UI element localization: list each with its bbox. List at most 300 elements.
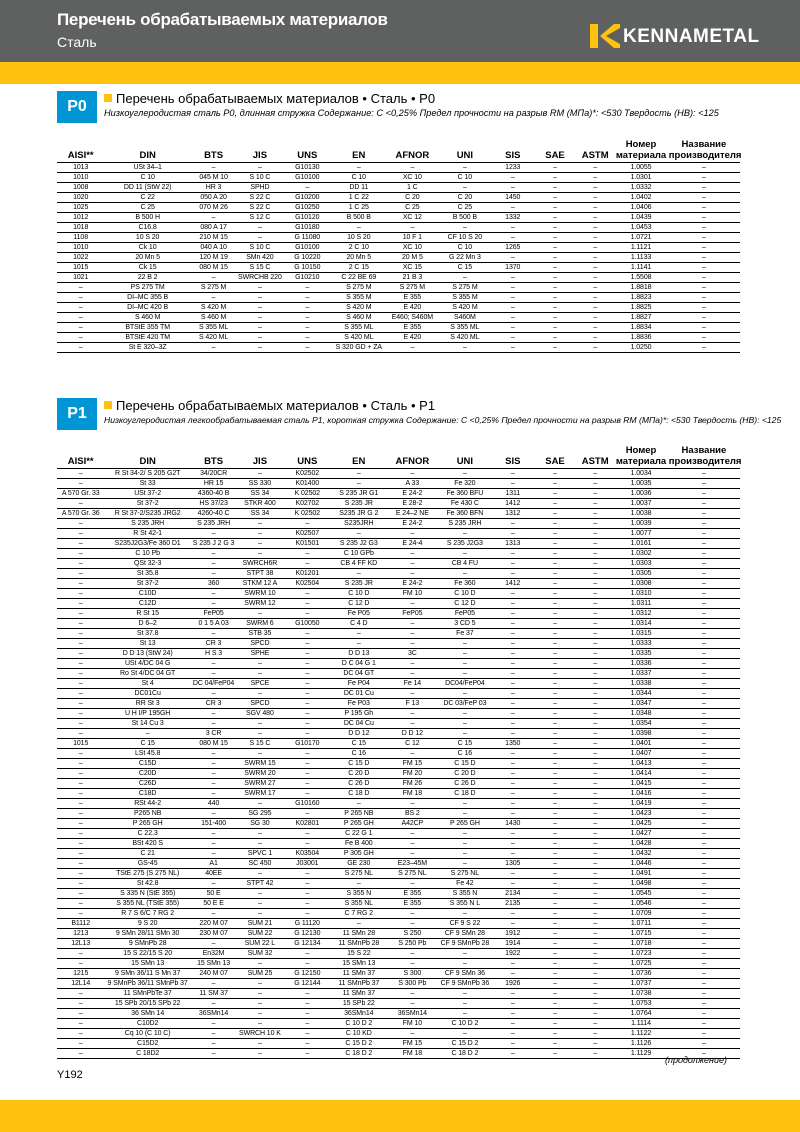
- col-uni-cell: –: [438, 858, 492, 868]
- table-row: [57, 1048, 740, 1058]
- col-bts-cell: –: [191, 598, 236, 608]
- header-col-din: DIN: [104, 136, 191, 162]
- col-sae-cell: –: [534, 302, 576, 312]
- col-astm-cell: –: [576, 172, 614, 182]
- table-row: [57, 292, 740, 302]
- col-uns-cell: K 02502: [284, 488, 331, 498]
- col-uni-cell: S 275 M: [438, 282, 492, 292]
- col-afnor-cell: S 300: [387, 968, 439, 978]
- col-en-cell: S 420 M: [331, 302, 387, 312]
- table-row: [57, 252, 740, 262]
- col-material-number-cell: 1.0407: [614, 748, 668, 758]
- col-manufacturer-cell: –: [668, 528, 740, 538]
- table-row: [57, 888, 740, 898]
- col-bts-cell: S 275 M: [191, 282, 236, 292]
- col-sis-cell: –: [492, 968, 534, 978]
- col-astm-cell: –: [576, 848, 614, 858]
- col-aisi-cell: –: [57, 658, 104, 668]
- col-din-cell: 15 SPb 20/15 SPb 22: [104, 998, 191, 1008]
- col-manufacturer-cell: –: [668, 598, 740, 608]
- col-sae-cell: –: [534, 868, 576, 878]
- col-din-cell: St E 320–3Z: [104, 342, 191, 352]
- col-astm-cell: –: [576, 242, 614, 252]
- col-material-number-cell: 1.0354: [614, 718, 668, 728]
- col-uns-cell: –: [284, 558, 331, 568]
- col-uns-cell: –: [284, 658, 331, 668]
- col-bts-cell: 50 E E: [191, 898, 236, 908]
- col-sis-cell: –: [492, 312, 534, 322]
- table-row: [57, 988, 740, 998]
- col-afnor-cell: –: [387, 568, 439, 578]
- col-din-cell: PS 275 TM: [104, 282, 191, 292]
- col-aisi-cell: –: [57, 312, 104, 322]
- col-sae-cell: –: [534, 758, 576, 768]
- col-uni-cell: –: [438, 688, 492, 698]
- col-en-cell: S 355 M: [331, 292, 387, 302]
- col-manufacturer-cell: –: [668, 918, 740, 928]
- col-din-cell: St 37-2: [104, 578, 191, 588]
- col-astm-cell: –: [576, 1018, 614, 1028]
- col-jis-cell: SWRCHB 220: [238, 273, 282, 281]
- col-material-number-cell: 1.1141: [614, 262, 668, 272]
- col-din-cell: R St 15: [104, 608, 191, 618]
- col-din-cell: 22 B 2: [104, 272, 191, 282]
- col-aisi-cell: –: [57, 648, 104, 658]
- col-aisi-cell: –: [57, 728, 104, 738]
- col-aisi-cell: –: [57, 948, 104, 958]
- col-astm-cell: –: [576, 658, 614, 668]
- col-jis-cell: S 15 C: [236, 738, 283, 748]
- col-aisi-cell: –: [57, 708, 104, 718]
- col-sae-cell: –: [534, 498, 576, 508]
- col-aisi-cell: B1112: [57, 918, 104, 928]
- col-uns-cell: G10160: [284, 798, 331, 808]
- col-uns-cell: K 02502: [284, 508, 331, 518]
- col-sis-cell: –: [492, 728, 534, 738]
- col-aisi-cell: 1015: [57, 262, 104, 272]
- col-astm-cell: –: [576, 638, 614, 648]
- col-bts-cell: –: [191, 1048, 236, 1058]
- col-astm-cell: –: [576, 302, 614, 312]
- col-uns-cell: G10200: [284, 192, 331, 202]
- col-aisi-cell: –: [57, 698, 104, 708]
- header-col-jis: JIS: [236, 136, 283, 162]
- table-row: [57, 798, 740, 808]
- col-manufacturer-cell: –: [668, 688, 740, 698]
- col-afnor-cell: E 355: [387, 322, 439, 332]
- header-col-astm: ASTM: [576, 136, 614, 162]
- col-afnor-cell: –: [387, 468, 439, 478]
- col-bts-cell: –: [191, 558, 236, 568]
- col-uns-cell: G 11120: [284, 918, 331, 928]
- col-jis-cell: SUM 22: [236, 928, 283, 938]
- col-uni-cell: C 18 D: [438, 788, 492, 798]
- bullet-square-icon: [104, 401, 112, 409]
- table-row: [57, 568, 740, 578]
- col-sis-cell: –: [492, 252, 534, 262]
- header-col-en: EN: [331, 136, 387, 162]
- col-bts-cell: –: [191, 908, 236, 918]
- col-aisi-cell: –: [57, 808, 104, 818]
- col-aisi-cell: –: [57, 718, 104, 728]
- col-jis-cell: –: [236, 898, 283, 908]
- col-jis-cell: –: [236, 222, 283, 232]
- col-din-cell: St 42.8: [104, 878, 191, 888]
- col-afnor-cell: XC 15: [387, 262, 439, 272]
- col-astm-cell: –: [576, 558, 614, 568]
- col-bts-cell: 045 M 10: [191, 172, 236, 182]
- col-material-number-cell: 1.0723: [614, 948, 668, 958]
- col-material-number-cell: 1.8836: [614, 332, 668, 342]
- col-bts-cell: –: [191, 788, 236, 798]
- col-material-number-cell: 1.1126: [614, 1038, 668, 1048]
- col-material-number-cell: 1.0423: [614, 808, 668, 818]
- col-bts-cell: 50 E: [191, 888, 236, 898]
- col-material-number-cell: 1.0491: [614, 868, 668, 878]
- col-din-cell: S 235 JRH: [104, 518, 191, 528]
- col-afnor-cell: FM 10: [387, 588, 439, 598]
- col-bts-cell: –: [191, 342, 236, 352]
- col-aisi-cell: –: [57, 332, 104, 342]
- col-uni-cell: –: [438, 948, 492, 958]
- col-aisi-cell: 1021: [57, 272, 104, 282]
- col-uni-cell: P 265 GH: [438, 818, 492, 828]
- col-afnor-cell: E 355: [387, 292, 439, 302]
- col-bts-cell: 440: [191, 798, 236, 808]
- col-uns-cell: –: [284, 698, 331, 708]
- col-jis-cell: SWRM 20: [236, 768, 283, 778]
- col-aisi-cell: –: [57, 1028, 104, 1038]
- col-material-number-cell: 1.0039: [614, 518, 668, 528]
- col-en-cell: –: [331, 638, 387, 648]
- col-aisi-cell: –: [57, 988, 104, 998]
- col-afnor-cell: –: [387, 162, 439, 172]
- col-uns-cell: G10170: [284, 738, 331, 748]
- col-afnor-cell: S 275 M: [387, 282, 439, 292]
- table-row: [57, 728, 740, 738]
- col-din-cell: C10D2: [104, 1018, 191, 1028]
- section-title-text: Перечень обрабатываемых материалов • Сталь • P1: [116, 398, 436, 413]
- col-sae-cell: –: [534, 282, 576, 292]
- col-astm-cell: –: [576, 212, 614, 222]
- col-sis-cell: 1370: [492, 262, 534, 272]
- col-aisi-cell: –: [57, 608, 104, 618]
- col-uns-cell: G10210: [284, 272, 331, 282]
- col-sae-cell: –: [534, 588, 576, 598]
- col-manufacturer-cell: –: [668, 312, 740, 322]
- col-sae-cell: –: [534, 668, 576, 678]
- col-en-cell: P 195 Gh: [331, 708, 387, 718]
- col-sis-cell: –: [492, 628, 534, 638]
- col-din-cell: RSt 44-2: [104, 798, 191, 808]
- col-jis-cell: –: [236, 608, 283, 618]
- col-uns-cell: –: [284, 958, 331, 968]
- col-sae-cell: –: [534, 648, 576, 658]
- col-aisi-cell: 1213: [57, 928, 104, 938]
- col-sae-cell: –: [534, 938, 576, 948]
- col-en-cell: B 500 B: [331, 212, 387, 222]
- col-jis-cell: S 22 C: [236, 192, 283, 202]
- col-bts-cell: –: [191, 978, 236, 988]
- table-row: [57, 302, 740, 312]
- table-row: [57, 838, 740, 848]
- col-astm-cell: –: [576, 508, 614, 518]
- col-uni-cell: B 500 B: [438, 212, 492, 222]
- col-jis-cell: SPHD: [236, 182, 283, 192]
- col-jis-cell: SWRCH6R: [236, 558, 283, 568]
- col-aisi-cell: 1215: [57, 968, 104, 978]
- col-bts-cell: –: [191, 688, 236, 698]
- col-uns-cell: –: [284, 728, 331, 738]
- col-jis-cell: –: [236, 988, 283, 998]
- col-din-cell: U H I/P 195GH: [104, 708, 191, 718]
- col-sae-cell: –: [534, 598, 576, 608]
- col-din-cell: USt 4/DC 04 G: [104, 658, 191, 668]
- col-jis-cell: SWRCH 10 K: [236, 1028, 283, 1038]
- col-din-cell: D D 13 (StW 24): [104, 648, 191, 658]
- col-afnor-cell: 3C: [387, 648, 439, 658]
- col-astm-cell: –: [576, 568, 614, 578]
- col-bts-cell: 4260-40 C: [191, 508, 236, 518]
- col-afnor-cell: –: [387, 958, 439, 968]
- col-jis-cell: –: [236, 978, 283, 988]
- col-manufacturer-cell: –: [668, 838, 740, 848]
- col-aisi-cell: –: [57, 898, 104, 908]
- col-uni-cell: –: [438, 848, 492, 858]
- col-en-cell: GE 230: [331, 858, 387, 868]
- col-aisi-cell: 1108: [57, 232, 104, 242]
- col-en-cell: C 15 D: [331, 758, 387, 768]
- table-row: [57, 898, 740, 908]
- col-sae-cell: –: [534, 1018, 576, 1028]
- col-uns-cell: G 12134: [284, 938, 331, 948]
- col-manufacturer-cell: –: [668, 618, 740, 628]
- col-uni-cell: CF 9 SMnPb 36: [438, 978, 492, 988]
- col-sae-cell: –: [534, 678, 576, 688]
- col-aisi-cell: 1018: [57, 222, 104, 232]
- col-sae-cell: –: [534, 1028, 576, 1038]
- col-uni-cell: Fe 430 C: [438, 498, 492, 508]
- col-jis-cell: STKR 400: [236, 498, 283, 508]
- col-sis-cell: –: [492, 878, 534, 888]
- col-din-cell: St 35.8: [104, 568, 191, 578]
- col-din-cell: DC01Cu: [104, 688, 191, 698]
- page-subtitle: Сталь: [57, 34, 97, 50]
- col-uni-cell: –: [438, 908, 492, 918]
- col-sae-cell: –: [534, 528, 576, 538]
- col-afnor-cell: XC 10: [387, 172, 439, 182]
- col-uni-cell: S 235 J2G3: [438, 538, 492, 548]
- col-sis-cell: –: [492, 638, 534, 648]
- col-din-cell: RR St 3: [104, 698, 191, 708]
- col-aisi-cell: –: [57, 818, 104, 828]
- col-bts-cell: 080 M 15: [191, 262, 236, 272]
- col-manufacturer-cell: –: [668, 608, 740, 618]
- col-uns-cell: G10120: [284, 212, 331, 222]
- col-astm-cell: –: [576, 868, 614, 878]
- col-uni-cell: CF 10 S 20: [438, 232, 492, 242]
- table-row: [57, 638, 740, 648]
- col-jis-cell: –: [236, 718, 283, 728]
- col-afnor-cell: –: [387, 558, 439, 568]
- col-sae-cell: –: [534, 888, 576, 898]
- col-material-number-cell: 1.0308: [614, 578, 668, 588]
- col-en-cell: 20 Mn 5: [331, 252, 387, 262]
- col-sae-cell: –: [534, 252, 576, 262]
- table-row: [57, 938, 740, 948]
- col-afnor-cell: –: [387, 948, 439, 958]
- col-din-cell: C 21: [104, 848, 191, 858]
- col-sae-cell: –: [534, 182, 576, 192]
- col-sis-cell: –: [492, 1018, 534, 1028]
- col-en-cell: –: [331, 162, 387, 172]
- col-jis-cell: –: [236, 1048, 283, 1058]
- col-din-cell: C 22: [104, 192, 191, 202]
- table-row: [57, 498, 740, 508]
- col-afnor-cell: –: [387, 878, 439, 888]
- col-sae-cell: –: [534, 558, 576, 568]
- col-jis-cell: SC 450: [236, 858, 283, 868]
- col-uni-cell: C 25: [438, 202, 492, 212]
- col-sae-cell: –: [534, 618, 576, 628]
- col-uni-cell: S 420 ML: [438, 332, 492, 342]
- table-row: [57, 858, 740, 868]
- col-afnor-cell: FM 18: [387, 788, 439, 798]
- col-astm-cell: –: [576, 232, 614, 242]
- col-manufacturer-cell: –: [668, 568, 740, 578]
- col-jis-cell: –: [236, 658, 283, 668]
- col-jis-cell: –: [236, 828, 283, 838]
- col-din-cell: St 13: [104, 638, 191, 648]
- col-afnor-cell: –: [387, 548, 439, 558]
- col-sis-cell: –: [492, 232, 534, 242]
- col-sis-cell: –: [492, 322, 534, 332]
- header-col-en: EN: [331, 442, 387, 468]
- col-sis-cell: –: [492, 598, 534, 608]
- col-manufacturer-cell: –: [668, 998, 740, 1008]
- col-uni-cell: –: [438, 468, 492, 478]
- col-din-cell: 9 SMnPb 36/11 SMnPb 37: [104, 978, 191, 988]
- table-row: [57, 608, 740, 618]
- col-uni-cell: S 355 ML: [438, 322, 492, 332]
- col-jis-cell: S 12 C: [236, 212, 283, 222]
- col-astm-cell: –: [576, 948, 614, 958]
- col-material-number-cell: 1.0402: [614, 192, 668, 202]
- col-bts-cell: –: [191, 568, 236, 578]
- col-aisi-cell: –: [57, 578, 104, 588]
- col-manufacturer-cell: –: [668, 978, 740, 988]
- col-uni-cell: 3 CD 5: [438, 618, 492, 628]
- col-en-cell: C 26 D: [331, 778, 387, 788]
- col-afnor-cell: –: [387, 708, 439, 718]
- col-bts-cell: En32M: [191, 948, 236, 958]
- col-en-cell: D D 13: [331, 648, 387, 658]
- header-col-bts: BTS: [191, 136, 236, 162]
- col-material-number-cell: 1.8827: [614, 312, 668, 322]
- col-uns-cell: –: [284, 332, 331, 342]
- col-manufacturer-cell: –: [668, 488, 740, 498]
- col-sis-cell: –: [492, 908, 534, 918]
- col-astm-cell: –: [576, 988, 614, 998]
- col-aisi-cell: –: [57, 618, 104, 628]
- col-uns-cell: –: [284, 998, 331, 1008]
- col-sae-cell: –: [534, 272, 576, 282]
- table-row: [57, 758, 740, 768]
- col-jis-cell: –: [236, 232, 283, 242]
- col-afnor-cell: 10 F 1: [387, 232, 439, 242]
- table-row: [57, 998, 740, 1008]
- col-bts-cell: 34/20CR: [191, 468, 236, 478]
- col-uni-cell: C 15: [438, 738, 492, 748]
- col-uni-cell: –: [438, 222, 492, 232]
- col-uni-cell: –: [438, 718, 492, 728]
- col-uni-cell: –: [438, 162, 492, 172]
- col-bts-cell: –: [191, 272, 236, 282]
- col-aisi-cell: –: [57, 838, 104, 848]
- col-material-number-cell: 1.0711: [614, 918, 668, 928]
- col-afnor-cell: C 12: [387, 738, 439, 748]
- header-col-uns: UNS: [284, 136, 331, 162]
- col-bts-cell: –: [191, 212, 236, 222]
- col-sis-cell: 1312: [492, 508, 534, 518]
- col-din-cell: B 500 H: [104, 212, 191, 222]
- col-material-number-cell: 1.0764: [614, 1008, 668, 1018]
- col-astm-cell: –: [576, 342, 614, 352]
- col-jis-cell: STKM 12 A: [236, 578, 283, 588]
- col-manufacturer-cell: –: [668, 172, 740, 182]
- col-en-cell: C 10: [331, 172, 387, 182]
- col-sis-cell: –: [492, 958, 534, 968]
- col-material-number-cell: 1.0312: [614, 608, 668, 618]
- section-badge: P0: [57, 91, 97, 123]
- col-aisi-cell: –: [57, 858, 104, 868]
- col-uni-cell: C 26 D: [438, 778, 492, 788]
- col-sae-cell: –: [534, 818, 576, 828]
- col-astm-cell: –: [576, 878, 614, 888]
- col-afnor-cell: 36SMn14: [387, 1008, 439, 1018]
- table-row: [57, 978, 740, 988]
- col-sae-cell: –: [534, 1048, 576, 1058]
- col-uni-cell: –: [438, 798, 492, 808]
- col-astm-cell: –: [576, 588, 614, 598]
- col-sae-cell: –: [534, 538, 576, 548]
- col-uni-cell: S 420 M: [438, 302, 492, 312]
- col-manufacturer-cell: –: [668, 222, 740, 232]
- col-manufacturer-cell: –: [668, 898, 740, 908]
- col-manufacturer-cell: –: [668, 808, 740, 818]
- page-header: [0, 0, 800, 62]
- col-astm-cell: –: [576, 938, 614, 948]
- col-uns-cell: –: [284, 608, 331, 618]
- table-row: [57, 182, 740, 192]
- col-uns-cell: –: [284, 518, 331, 528]
- col-en-cell: S 355 NL: [331, 898, 387, 908]
- col-en-cell: C 12 D: [331, 598, 387, 608]
- col-en-cell: –: [331, 628, 387, 638]
- col-en-cell: 10 S 20: [331, 232, 387, 242]
- col-sae-cell: –: [534, 222, 576, 232]
- col-uni-cell: –: [438, 658, 492, 668]
- col-uni-cell: –: [438, 808, 492, 818]
- col-din-cell: BTStE 355 TM: [104, 322, 191, 332]
- col-bts-cell: HS 37/23: [191, 498, 236, 508]
- col-sae-cell: –: [534, 768, 576, 778]
- col-manufacturer-cell: –: [668, 948, 740, 958]
- col-manufacturer-cell: –: [668, 1048, 740, 1058]
- col-jis-cell: –: [236, 292, 283, 302]
- col-en-cell: CB 4 FF KD: [331, 558, 387, 568]
- col-bts-cell: S 420 M: [191, 302, 236, 312]
